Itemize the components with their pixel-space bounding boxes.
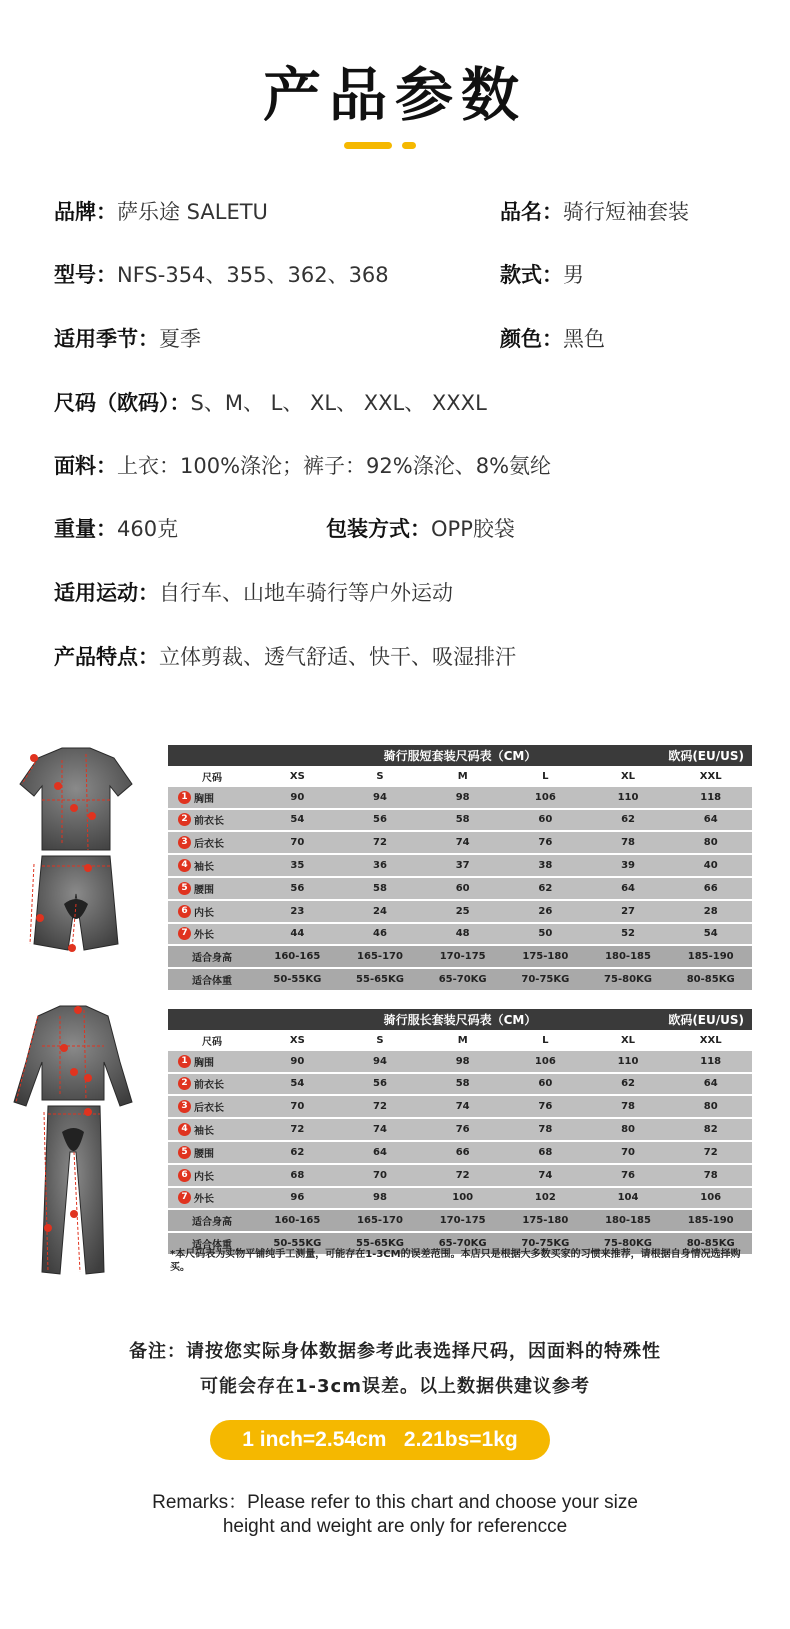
table-cell: 66 bbox=[455, 1146, 470, 1158]
row-label-text: 后衣长 bbox=[194, 839, 224, 851]
title-accent-bar bbox=[344, 142, 392, 149]
spec-feature bbox=[54, 641, 516, 671]
table-cell: 26 bbox=[538, 905, 553, 917]
table-cell: 74 bbox=[455, 1101, 470, 1113]
table-cell: 175-180 bbox=[522, 951, 569, 963]
table-cell: 90 bbox=[290, 1055, 305, 1067]
table-cell: 44 bbox=[290, 928, 305, 940]
table-cell: 27 bbox=[621, 905, 635, 917]
table-footnote: *本尺码表为实物平铺纯手工测量，可能存在1-3CM的误差范围。本店只是根据大多数买家的习惯来推荐，请根据自身情况选择购买。 bbox=[170, 1249, 741, 1273]
row-number-badge: 4 bbox=[178, 1123, 191, 1136]
table-row bbox=[168, 855, 752, 876]
table-cell: 56 bbox=[373, 814, 387, 826]
table-row bbox=[168, 878, 752, 899]
row-label bbox=[168, 926, 256, 941]
short-suit-illustration bbox=[14, 744, 138, 970]
table-cell: 56 bbox=[290, 882, 305, 894]
table-cell: 36 bbox=[373, 860, 387, 872]
spec-color bbox=[500, 323, 605, 353]
row-label bbox=[168, 881, 256, 896]
row-label-text: 袖长 bbox=[194, 1126, 214, 1138]
table-row bbox=[168, 787, 752, 808]
table-row bbox=[168, 1096, 752, 1117]
table-cell: 23 bbox=[290, 905, 305, 917]
table-cell: 160-165 bbox=[274, 951, 321, 963]
table-title: 骑行服短套装尺码表（CM） bbox=[383, 749, 537, 763]
col-header: XXL bbox=[699, 770, 722, 782]
row-label-text: 外长 bbox=[194, 930, 214, 942]
row-label bbox=[168, 812, 256, 827]
spec-weight-value: 460克 bbox=[117, 517, 179, 541]
table-cell: 62 bbox=[290, 1146, 305, 1158]
col-header: XS bbox=[289, 770, 305, 782]
short-suit-size-table bbox=[168, 745, 752, 992]
row-number-badge: 5 bbox=[178, 1146, 191, 1159]
table-cell: 175-180 bbox=[522, 1215, 569, 1227]
col-header: M bbox=[457, 770, 468, 782]
table-row bbox=[168, 832, 752, 853]
table-cell: 94 bbox=[373, 1055, 387, 1067]
spec-package-label: 包装方式： bbox=[326, 517, 431, 541]
fit-row-label: 适合身高 bbox=[192, 953, 232, 965]
remark-line-1: Remarks：Please refer to this chart and choose your size bbox=[152, 1492, 638, 1513]
spec-package bbox=[326, 513, 515, 543]
table-cell: 78 bbox=[621, 837, 635, 849]
table-cell: 68 bbox=[290, 1169, 305, 1181]
spec-feature-value: 立体剪裁、透气舒适、快干、吸湿排汗 bbox=[159, 645, 516, 669]
spec-season-value: 夏季 bbox=[159, 327, 201, 351]
spec-season-label: 适用季节： bbox=[54, 327, 159, 351]
spec-style-label: 款式： bbox=[500, 263, 563, 287]
table-cell: 170-175 bbox=[439, 1215, 486, 1227]
fit-row bbox=[168, 969, 752, 990]
spec-fabric-value: 上衣：100%涤沦；裤子：92%涤沦、8%氨纶 bbox=[117, 454, 552, 478]
table-column-header bbox=[168, 1030, 752, 1051]
table-cell: 50-55KG bbox=[273, 974, 322, 986]
row-label-text: 前衣长 bbox=[194, 1080, 224, 1092]
spec-size-label: 尺码（欧码）： bbox=[54, 391, 191, 415]
unit-conversion-badge: 1 inch=2.54cm 2.21bs=1kg bbox=[210, 1420, 550, 1460]
spec-name-label: 品名： bbox=[500, 200, 563, 224]
row-label bbox=[168, 904, 256, 919]
table-cell: 170-175 bbox=[439, 951, 486, 963]
table-cell: 60 bbox=[455, 882, 470, 894]
col-header-size: 尺码 bbox=[202, 1036, 222, 1048]
spec-size bbox=[54, 387, 487, 417]
row-label bbox=[168, 1145, 256, 1160]
table-title: 骑行服长套装尺码表（CM） bbox=[383, 1013, 537, 1027]
table-cell: 54 bbox=[290, 1078, 305, 1090]
spec-feature-label: 产品特点： bbox=[54, 645, 159, 669]
table-cell: 110 bbox=[617, 1055, 639, 1067]
col-header: L bbox=[542, 770, 549, 782]
table-cell: 80-85KG bbox=[686, 974, 735, 986]
table-cell: 110 bbox=[617, 791, 639, 803]
row-number-badge: 3 bbox=[178, 836, 191, 849]
row-label bbox=[168, 1099, 256, 1114]
table-cell: 98 bbox=[455, 791, 470, 803]
remark-line-2: height and weight are only for referencce bbox=[222, 1516, 568, 1537]
table-cell: 28 bbox=[703, 905, 718, 917]
table-cell: 24 bbox=[373, 905, 387, 917]
table-cell: 100 bbox=[452, 1192, 474, 1204]
spec-model bbox=[54, 259, 389, 289]
table-cell: 185-190 bbox=[687, 1215, 734, 1227]
spec-brand-label: 品牌： bbox=[54, 200, 117, 224]
spec-brand bbox=[54, 196, 268, 226]
row-label bbox=[168, 1190, 256, 1205]
table-cell: 75-80KG bbox=[604, 974, 652, 986]
row-label-text: 腰围 bbox=[194, 884, 214, 896]
row-number-badge: 7 bbox=[178, 927, 191, 940]
table-cell: 80 bbox=[621, 1124, 635, 1136]
spec-package-value: OPP胶袋 bbox=[431, 517, 515, 541]
table-cell: 65-70KG bbox=[438, 974, 487, 986]
row-label-text: 前衣长 bbox=[194, 816, 224, 828]
table-cell: 76 bbox=[538, 837, 553, 849]
table-row bbox=[168, 1142, 752, 1163]
table-cell: 46 bbox=[373, 928, 387, 940]
table-cell: 58 bbox=[455, 1078, 470, 1090]
spec-style bbox=[500, 259, 584, 289]
col-header-size: 尺码 bbox=[202, 772, 222, 784]
table-cell: 52 bbox=[621, 928, 635, 940]
table-cell: 78 bbox=[538, 1124, 553, 1136]
fit-row bbox=[168, 1210, 752, 1231]
table-cell: 48 bbox=[455, 928, 470, 940]
table-cell: 94 bbox=[373, 791, 387, 803]
table-cell: 38 bbox=[538, 860, 553, 872]
col-header: XXL bbox=[699, 1034, 722, 1046]
long-suit-size-table bbox=[168, 1009, 752, 1256]
table-cell: 64 bbox=[373, 1146, 387, 1158]
table-cell: 37 bbox=[455, 860, 470, 872]
spec-color-label: 颜色： bbox=[500, 327, 563, 351]
table-row bbox=[168, 1074, 752, 1095]
table-cell: 76 bbox=[455, 1124, 470, 1136]
table-cell: 78 bbox=[703, 1169, 718, 1181]
table-cell: 102 bbox=[534, 1192, 556, 1204]
spec-model-label: 型号： bbox=[54, 263, 117, 287]
table-cell: 72 bbox=[373, 1101, 387, 1113]
note-line-2: 可能会存在1-3cm误差。以上数据供建议参考 bbox=[200, 1376, 590, 1397]
long-suit-illustration bbox=[8, 1002, 138, 1278]
spec-fabric-label: 面料： bbox=[54, 454, 117, 478]
table-column-header bbox=[168, 766, 752, 787]
table-cell: 70-75KG bbox=[521, 1238, 570, 1250]
row-label-text: 内长 bbox=[194, 907, 214, 919]
table-row bbox=[168, 1051, 752, 1072]
table-body bbox=[168, 1051, 752, 1256]
spec-sport bbox=[54, 577, 453, 607]
table-cell: 104 bbox=[617, 1192, 639, 1204]
table-cell: 35 bbox=[290, 860, 305, 872]
col-header: XL bbox=[620, 770, 636, 782]
table-cell: 78 bbox=[621, 1101, 635, 1113]
table-cell: 180-185 bbox=[605, 951, 651, 963]
table-row bbox=[168, 810, 752, 831]
table-cell: 82 bbox=[703, 1124, 718, 1136]
row-label bbox=[168, 1076, 256, 1091]
table-cell: 118 bbox=[700, 791, 722, 803]
row-label bbox=[168, 1168, 256, 1183]
table-region: 欧码(EU/US) bbox=[668, 749, 744, 763]
row-label bbox=[168, 1054, 256, 1069]
row-label bbox=[168, 1122, 256, 1137]
spec-weight-label: 重量： bbox=[54, 517, 117, 541]
row-label bbox=[168, 858, 256, 873]
table-cell: 74 bbox=[538, 1169, 553, 1181]
table-cell: 54 bbox=[290, 814, 305, 826]
table-cell: 106 bbox=[534, 791, 556, 803]
title-accent-dot bbox=[402, 142, 416, 149]
table-cell: 25 bbox=[455, 905, 470, 917]
col-header: S bbox=[376, 1034, 384, 1046]
table-row bbox=[168, 1119, 752, 1140]
table-row bbox=[168, 924, 752, 945]
col-header: XL bbox=[620, 1034, 636, 1046]
row-number-badge: 5 bbox=[178, 882, 191, 895]
table-cell: 60 bbox=[538, 1078, 553, 1090]
table-cell: 65-70KG bbox=[438, 1238, 487, 1250]
fit-row bbox=[168, 946, 752, 967]
table-cell: 64 bbox=[703, 1078, 718, 1090]
table-cell: 68 bbox=[538, 1146, 553, 1158]
table-cell: 62 bbox=[621, 814, 635, 826]
table-cell: 72 bbox=[703, 1146, 718, 1158]
row-label-text: 后衣长 bbox=[194, 1103, 224, 1115]
row-label-text: 外长 bbox=[194, 1194, 214, 1206]
table-cell: 60 bbox=[538, 814, 553, 826]
table-cell: 70 bbox=[290, 1101, 305, 1113]
table-cell: 72 bbox=[455, 1169, 470, 1181]
table-cell: 96 bbox=[290, 1192, 305, 1204]
table-cell: 160-165 bbox=[274, 1215, 321, 1227]
fit-row-label: 适合体重 bbox=[192, 976, 232, 988]
table-cell: 70 bbox=[621, 1146, 635, 1158]
table-cell: 40 bbox=[703, 860, 718, 872]
table-cell: 70 bbox=[373, 1169, 387, 1181]
table-cell: 70-75KG bbox=[521, 974, 570, 986]
row-label bbox=[168, 790, 256, 805]
page-title: 产品参数 bbox=[262, 61, 527, 129]
row-number-badge: 6 bbox=[178, 1169, 191, 1182]
row-label-text: 胸围 bbox=[194, 1057, 214, 1069]
table-cell: 165-170 bbox=[357, 1215, 403, 1227]
table-cell: 185-190 bbox=[687, 951, 734, 963]
table-cell: 54 bbox=[703, 928, 718, 940]
table-cell: 50-55KG bbox=[273, 1238, 322, 1250]
col-header: L bbox=[542, 1034, 549, 1046]
table-cell: 58 bbox=[455, 814, 470, 826]
spec-brand-value: 萨乐途 SALETU bbox=[117, 200, 268, 224]
row-label-text: 腰围 bbox=[194, 1148, 214, 1160]
row-label bbox=[168, 835, 256, 850]
col-header: S bbox=[376, 770, 384, 782]
table-cell: 62 bbox=[538, 882, 553, 894]
table-cell: 80 bbox=[703, 1101, 718, 1113]
table-cell: 80-85KG bbox=[686, 1238, 735, 1250]
table-cell: 180-185 bbox=[605, 1215, 651, 1227]
table-cell: 62 bbox=[621, 1078, 635, 1090]
table-region: 欧码(EU/US) bbox=[668, 1013, 744, 1027]
note-line-1: 备注：请按您实际身体数据参考此表选择尺码，因面料的特殊性 bbox=[129, 1341, 661, 1362]
table-cell: 98 bbox=[455, 1055, 470, 1067]
table-cell: 39 bbox=[621, 860, 635, 872]
spec-name bbox=[500, 196, 689, 226]
spec-fabric bbox=[54, 450, 551, 480]
fit-row-label: 适合身高 bbox=[192, 1217, 232, 1229]
table-cell: 56 bbox=[373, 1078, 387, 1090]
row-label-text: 胸围 bbox=[194, 793, 214, 805]
row-number-badge: 2 bbox=[178, 1077, 191, 1090]
row-number-badge: 2 bbox=[178, 813, 191, 826]
table-header-bar bbox=[168, 1009, 752, 1030]
row-number-badge: 1 bbox=[178, 1055, 191, 1068]
table-cell: 74 bbox=[455, 837, 470, 849]
row-number-badge: 4 bbox=[178, 859, 191, 872]
row-label-text: 袖长 bbox=[194, 862, 214, 874]
table-row bbox=[168, 901, 752, 922]
row-label-text: 内长 bbox=[194, 1171, 214, 1183]
spec-style-value: 男 bbox=[563, 263, 584, 287]
table-cell: 106 bbox=[534, 1055, 556, 1067]
spec-season bbox=[54, 323, 201, 353]
table-cell: 55-65KG bbox=[356, 1238, 404, 1250]
row-number-badge: 3 bbox=[178, 1100, 191, 1113]
table-cell: 50 bbox=[538, 928, 553, 940]
table-row bbox=[168, 1165, 752, 1186]
table-cell: 70 bbox=[290, 837, 305, 849]
col-header: M bbox=[457, 1034, 468, 1046]
table-cell: 55-65KG bbox=[356, 974, 404, 986]
spec-model-value: NFS-354、355、362、368 bbox=[117, 263, 389, 287]
row-number-badge: 6 bbox=[178, 905, 191, 918]
table-cell: 80 bbox=[703, 837, 718, 849]
table-cell: 76 bbox=[538, 1101, 553, 1113]
fit-row-label: 适合体重 bbox=[192, 1240, 232, 1252]
table-cell: 72 bbox=[373, 837, 387, 849]
spec-weight bbox=[54, 513, 178, 543]
spec-sport-value: 自行车、山地车骑行等户外运动 bbox=[159, 581, 453, 605]
table-body bbox=[168, 787, 752, 992]
spec-color-value: 黑色 bbox=[563, 327, 605, 351]
table-cell: 118 bbox=[700, 1055, 722, 1067]
spec-name-value: 骑行短袖套装 bbox=[563, 200, 689, 224]
table-cell: 64 bbox=[621, 882, 635, 894]
row-number-badge: 1 bbox=[178, 791, 191, 804]
table-header-bar bbox=[168, 745, 752, 766]
spec-sport-label: 适用运动： bbox=[54, 581, 159, 605]
table-cell: 165-170 bbox=[357, 951, 403, 963]
table-cell: 66 bbox=[703, 882, 718, 894]
table-row bbox=[168, 1188, 752, 1209]
spec-size-value: S、M、 L、 XL、 XXL、 XXXL bbox=[190, 391, 487, 415]
table-cell: 58 bbox=[373, 882, 387, 894]
table-cell: 98 bbox=[373, 1192, 387, 1204]
table-cell: 64 bbox=[703, 814, 718, 826]
table-cell: 74 bbox=[373, 1124, 387, 1136]
table-cell: 90 bbox=[290, 791, 305, 803]
table-cell: 76 bbox=[621, 1169, 635, 1181]
row-number-badge: 7 bbox=[178, 1191, 191, 1204]
table-cell: 106 bbox=[700, 1192, 722, 1204]
col-header: XS bbox=[289, 1034, 305, 1046]
table-cell: 75-80KG bbox=[604, 1238, 652, 1250]
table-cell: 72 bbox=[290, 1124, 305, 1136]
